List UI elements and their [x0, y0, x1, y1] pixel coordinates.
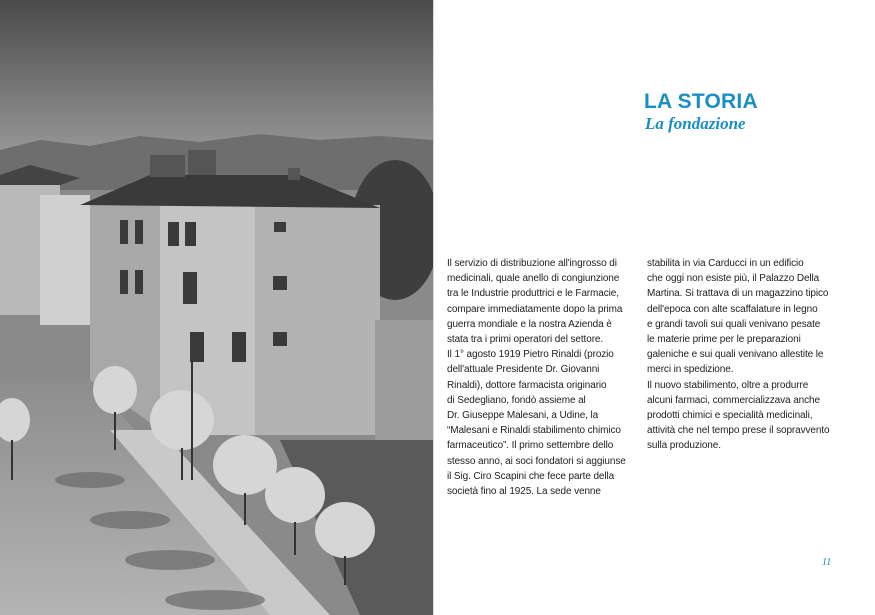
text-line: Il 1° agosto 1919 Pietro Rinaldi (prozio [447, 349, 614, 361]
text-line: il Sig. Ciro Scapini che fece parte della [447, 470, 615, 482]
body-column-2 [647, 256, 833, 454]
text-line: stabilita in via Carducci in un edificio [647, 258, 804, 269]
text-line: Dr. Giuseppe Malesani, a Udine, la [447, 410, 599, 422]
text-line: medicinali, quale anello di congiunzione [447, 273, 620, 285]
historical-street-photo [0, 0, 433, 615]
text-line: le materie prime per le preparazioni [647, 334, 801, 346]
text-line: Martina. Si trattava di un magazzino tipico [647, 288, 829, 300]
text-line: compare immediatamente dopo la prima [447, 303, 623, 315]
text-line: merci in spedizione. [647, 364, 734, 376]
text-line: società fino al 1925. La sede venne [447, 486, 601, 498]
section-subtitle: La fondazione [645, 114, 746, 133]
text-line: alcuni farmaci, commercializzava anche [647, 394, 820, 406]
text-line: dell'epoca con alte scaffalature in legno [647, 303, 818, 315]
text-line: di Sedegliano, fondò assieme al [447, 394, 586, 406]
text-line: attività che nel tempo prese il sopravvento [647, 425, 830, 437]
body-column-1 [447, 256, 633, 499]
text-line: tra le Industrie produttrici e le Farmacie, [447, 288, 619, 300]
text-line: guerra mondiale e la nostra Azienda è [447, 318, 612, 330]
page-number: 11 [822, 557, 832, 568]
text-line: stesso anno, ai soci fondatori si aggiunse [447, 455, 626, 467]
text-line: prodotti chimici e specialità medicinali, [647, 410, 813, 422]
text-line: galeniche e sui quali venivano allestite le [647, 349, 824, 361]
text-line: Il servizio di distribuzione all'ingrosso di [447, 258, 617, 269]
section-title: LA STORIA [644, 90, 758, 113]
text-line: che oggi non esiste più, il Palazzo Della [647, 273, 820, 285]
text-line: stata tra i primi operatori del settore. [447, 334, 604, 346]
text-line: Il nuovo stabilimento, oltre a produrre [647, 379, 809, 391]
text-line: “Malesani e Rinaldi stabilimento chimico [447, 425, 621, 437]
text-line: e grandi tavoli sui quali venivano pesate [647, 318, 821, 330]
page-gutter [433, 0, 434, 615]
text-line: dell'attuale Presidente Dr. Giovanni [447, 364, 600, 376]
text-line: sulla produzione. [647, 440, 721, 452]
text-line: Rinaldi), dottore farmacista originario [447, 379, 607, 391]
text-line: farmaceutico”. Il primo settembre dello [447, 440, 614, 452]
